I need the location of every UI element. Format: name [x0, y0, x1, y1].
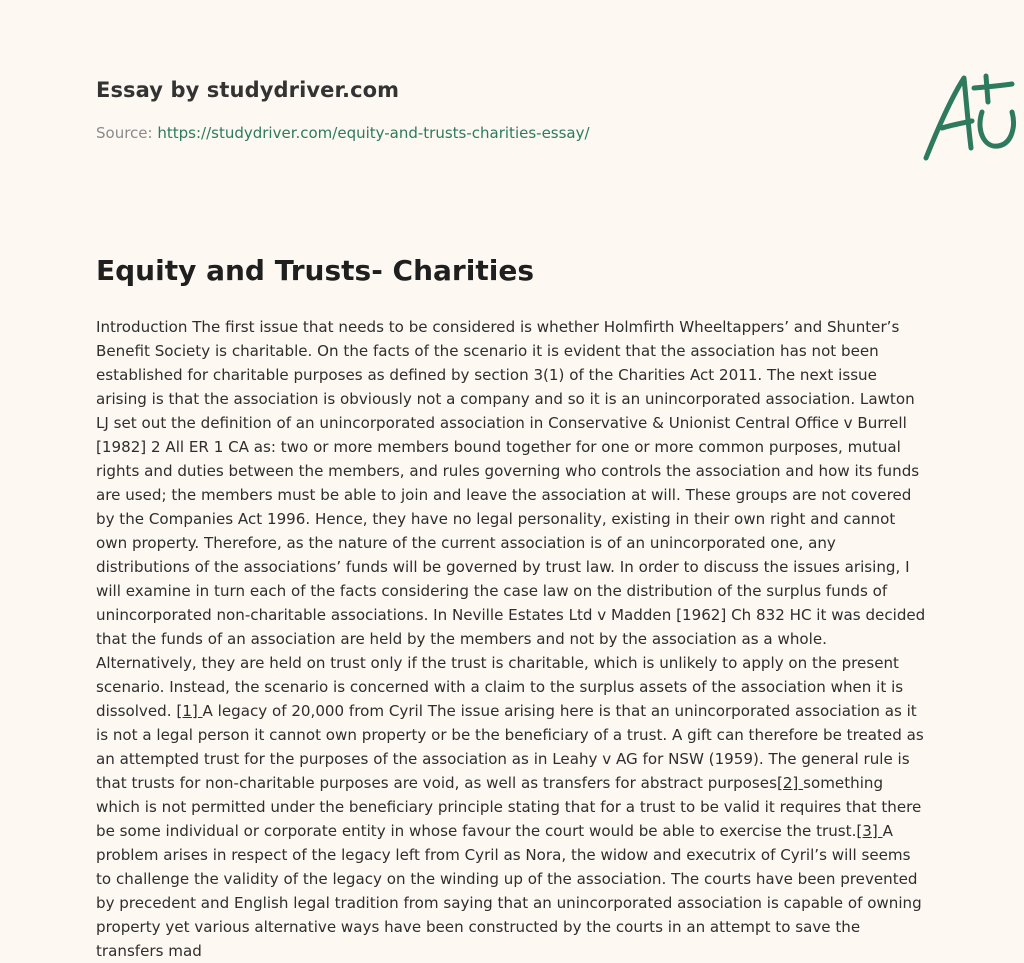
footnote-link-2[interactable]: [2]	[776, 774, 804, 792]
footnote-link-1[interactable]: [1]	[176, 702, 203, 720]
document-body	[96, 315, 928, 963]
site-title: Essay by studydriver.com	[96, 78, 400, 102]
body-segment: A problem arises in respect of the legacy left from Cyril as Nora, the widow and executrix of Cyril’s will seems to challenge the validity of the legacy on the winding up of the association. The courts have been prevented by precedent and English legal tradition from saying that an unincorporated association is capable of owning property yet various alternative ways have been constructed by the courts in an attempt to save the transfers mad	[96, 822, 922, 960]
source-link[interactable]: https://studydriver.com/equity-and-trusts-charities-essay/	[157, 124, 590, 142]
body-segment: something which is not permitted under the beneficiary principle stating that for a trust to be valid it requires that there be some individual or corporate entity in whose favour the court would be able to exercise the trust.	[96, 774, 922, 840]
footnote-link-3[interactable]: [3]	[856, 822, 883, 840]
a-plus-logo-icon	[916, 68, 1024, 164]
body-segment: A legacy of 20,000 from Cyril The issue arising here is that an unincorporated association as it is not a legal person it cannot own property or be the beneficiary of a trust. A gift can therefore be treated as an attempted trust for the purposes of the association as in Leahy v AG for NSW (1959). The general rule is that trusts for non-charitable purposes are void, as well as transfers for abstract purposes	[96, 702, 924, 792]
source-line	[96, 124, 590, 142]
source-label: Source:	[96, 124, 153, 142]
document-title: Equity and Trusts- Charities	[96, 254, 534, 287]
body-segment: Introduction The first issue that needs to be considered is whether Holmfirth Wheeltappers’ and Shunter’s Benefit Society is charitable. On the facts of the scenario it is evident that the association has not been established for charitable purposes as defined by section 3(1) of the Charities Act 2011. The next issue arising is that the association is obviously not a company and so it is an unincorporated association. Lawton LJ set out the definition of an unincorporated association in Conservative & Unionist Central Office v Burrell [1982] 2 All ER 1 CA as: two or more members bound together for one or more common purposes, mutual rights and duties between the members, and rules governing who controls the association and how its funds are used; the members must be able to join and leave the association at will. These groups are not covered by the Companies Act 1996. Hence, they have no legal personality, existing in their own right and cannot own property. Therefore, as the nature of the current association is of an unincorporated one, any distributions of the associations’ funds will be governed by trust law. In order to discuss the issues arising, I will examine in turn each of the facts considering the case law on the distribution of the surplus funds of unincorporated non-charitable associations. In Neville Estates Ltd v Madden [1962] Ch 832 HC it was decided that the funds of an association are held by the members and not by the association as a whole. Alternatively, they are held on trust only if the trust is charitable, which is unlikely to apply on the present scenario. Instead, the scenario is concerned with a claim to the surplus assets of the association when it is dissolved.	[96, 318, 926, 720]
